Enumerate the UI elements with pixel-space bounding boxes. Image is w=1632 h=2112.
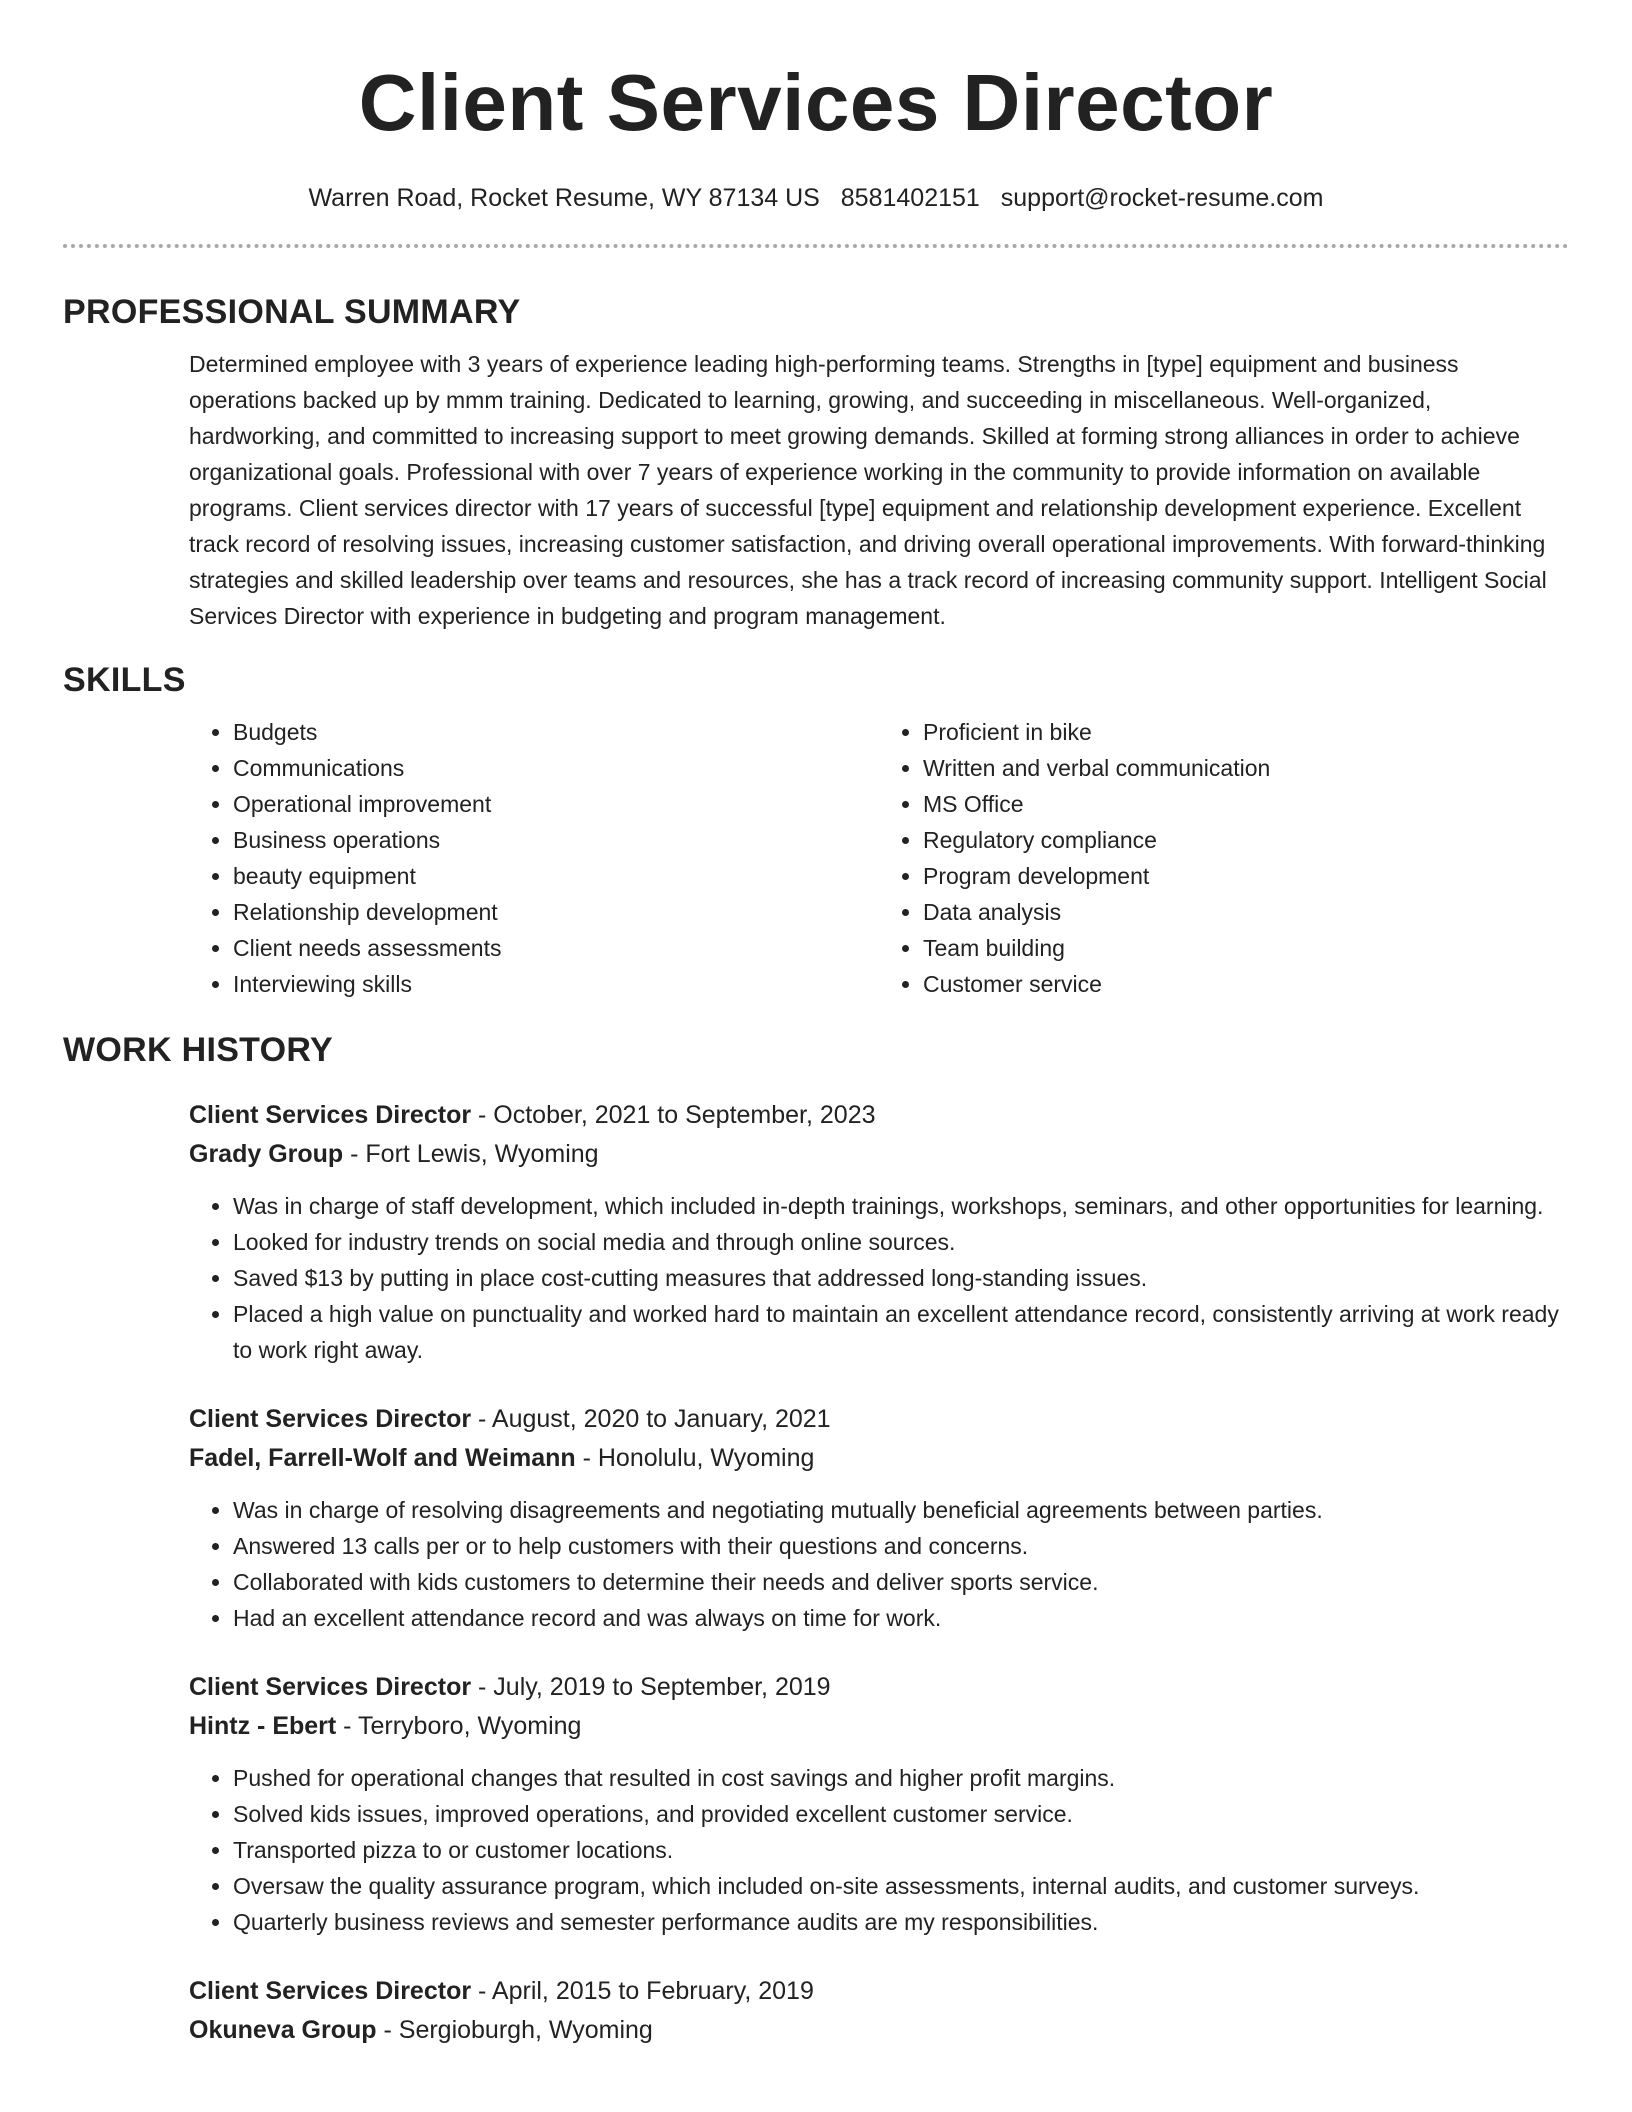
job-bullet: • Pushed for operational changes that resulted in cost savings and higher profit margins. (233, 1760, 1569, 1796)
skill-item: • Written and verbal communication (923, 750, 1569, 786)
job-bullet-list (189, 1188, 1569, 1368)
job-company-line (189, 1135, 1569, 1174)
job-entry (189, 1668, 1569, 1940)
job-company-line (189, 1439, 1569, 1478)
job-role: Client Services Director (189, 1673, 472, 1701)
contact-phone: 8581402151 (840, 184, 980, 212)
job-dates: - October, 2021 to September, 2023 (471, 1101, 876, 1129)
job-bullet: • Oversaw the quality assurance program, which included on-site assessments, internal audits, and customer surveys. (233, 1868, 1569, 1904)
skill-item: • Client needs assessments (233, 930, 879, 966)
skill-item: • Interviewing skills (233, 966, 879, 1002)
skill-item: • Customer service (923, 966, 1569, 1002)
work-history-heading: WORK HISTORY (63, 1031, 333, 1069)
skill-item: • Budgets (233, 714, 879, 750)
job-title-line (189, 1400, 1569, 1439)
job-title-line (189, 1096, 1569, 1135)
job-location: - Terryboro, Wyoming (336, 1712, 582, 1740)
summary-text: Determined employee with 3 years of experience leading high-performing teams. Strengths in [type] equipment and business operations backed up by mmm training. Dedicated to learning, growing, and succeeding in miscellaneous. Well-organized, hardworking, and committed to increasing support to meet growing demands. Skilled at forming strong alliances in order to achieve organizational goals. Professional with over 7 years of experience working in the community to provide information on available programs. Client services director with 17 years of successful [type] equipment and relationship development experience. Excellent track record of resolving issues, increasing customer satisfaction, and driving overall operational improvements. With forward-thinking strategies and skilled leadership over teams and resources, she has a track record of increasing community support. Intelligent Social Services Director with experience in budgeting and program management. (189, 351, 1547, 629)
job-bullet: • Solved kids issues, improved operations, and provided excellent customer service. (233, 1796, 1569, 1832)
job-entry (189, 1972, 1569, 2050)
job-dates: - April, 2015 to February, 2019 (471, 1977, 814, 2005)
header-divider (63, 244, 1569, 248)
skill-item: • Data analysis (923, 894, 1569, 930)
summary-heading: PROFESSIONAL SUMMARY (63, 293, 521, 331)
skill-item: • Regulatory compliance (923, 822, 1569, 858)
skill-item: • Business operations (233, 822, 879, 858)
skill-item: • Team building (923, 930, 1569, 966)
job-location: - Honolulu, Wyoming (575, 1444, 815, 1472)
job-role: Client Services Director (189, 1977, 472, 2005)
job-bullet: • Had an excellent attendance record and was always on time for work. (233, 1600, 1569, 1636)
job-bullet-list (189, 1492, 1569, 1636)
job-bullet-list (189, 1760, 1569, 1940)
skill-item: • Program development (923, 858, 1569, 894)
job-company: Grady Group (189, 1140, 344, 1168)
job-location: - Fort Lewis, Wyoming (343, 1140, 599, 1168)
skill-item: • MS Office (923, 786, 1569, 822)
job-dates: - July, 2019 to September, 2019 (471, 1673, 831, 1701)
skill-item: • Communications (233, 750, 879, 786)
job-bullet: • Looked for industry trends on social media and through online sources. (233, 1224, 1569, 1260)
skill-item: • Proficient in bike (923, 714, 1569, 750)
contact-address: Warren Road, Rocket Resume, WY 87134 US (308, 184, 820, 212)
job-bullet: • Quarterly business reviews and semester performance audits are my responsibilities. (233, 1904, 1569, 1940)
resume-name: Client Services Director (358, 58, 1274, 147)
job-company: Hintz - Ebert (189, 1712, 337, 1740)
job-bullet: • Collaborated with kids customers to determine their needs and deliver sports service. (233, 1564, 1569, 1600)
skill-item: • Operational improvement (233, 786, 879, 822)
job-title-line (189, 1668, 1569, 1707)
job-company: Okuneva Group (189, 2016, 377, 2044)
contact-line (0, 182, 1632, 214)
job-company-line (189, 2011, 1569, 2050)
skill-item: • beauty equipment (233, 858, 879, 894)
job-role: Client Services Director (189, 1101, 472, 1129)
skills-column-left (189, 714, 879, 1002)
job-bullet: • Answered 13 calls per or to help customers with their questions and concerns. (233, 1528, 1569, 1564)
skills-list (189, 714, 1569, 1002)
skill-item: • Relationship development (233, 894, 879, 930)
skills-heading: SKILLS (63, 661, 186, 699)
job-bullet: • Transported pizza to or customer locations. (233, 1832, 1569, 1868)
job-bullet: • Was in charge of resolving disagreements and negotiating mutually beneficial agreements between parties. (233, 1492, 1569, 1528)
job-bullet: • Saved $13 by putting in place cost-cutting measures that addressed long-standing issues. (233, 1260, 1569, 1296)
job-role: Client Services Director (189, 1405, 472, 1433)
job-title-line (189, 1972, 1569, 2011)
job-company-line (189, 1707, 1569, 1746)
job-entry (189, 1400, 1569, 1636)
job-bullet: • Was in charge of staff development, which included in-depth trainings, workshops, seminars, and other opportunities for learning. (233, 1188, 1569, 1224)
skills-column-right (879, 714, 1569, 1002)
job-company: Fadel, Farrell-Wolf and Weimann (189, 1444, 576, 1472)
contact-email: support@rocket-resume.com (1000, 184, 1324, 212)
job-entry (189, 1096, 1569, 1368)
job-dates: - August, 2020 to January, 2021 (471, 1405, 831, 1433)
job-bullet: • Placed a high value on punctuality and worked hard to maintain an excellent attendance record, consistently arriving at work ready to work right away. (233, 1296, 1569, 1368)
job-location: - Sergioburgh, Wyoming (376, 2016, 653, 2044)
